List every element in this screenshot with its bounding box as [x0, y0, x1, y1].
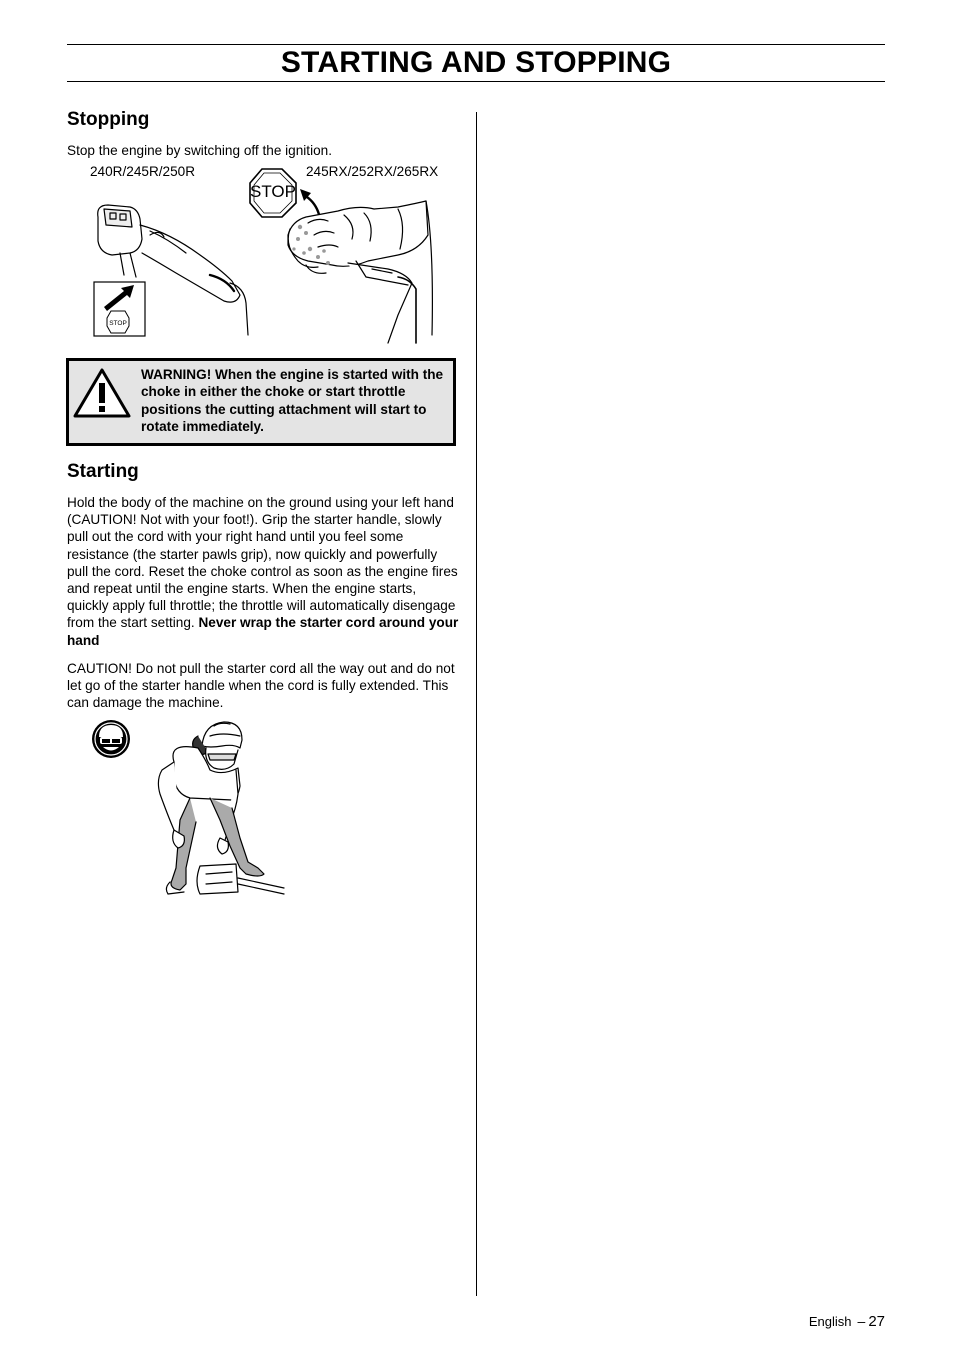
starting-paragraph-2: CAUTION! Do not pull the starter cord all the way out and do not let go of the starter handle when the cord is fully extended. This can damage the machine.	[67, 661, 455, 711]
page-footer	[809, 1312, 885, 1331]
footer-language: English	[808, 1314, 852, 1329]
hand-stop-illustration	[248, 165, 438, 345]
page-number: 27	[868, 1313, 885, 1330]
starting-paragraph-1-bold: Never wrap the starter cord around your hand	[67, 615, 459, 648]
starting-paragraph-1-text: Hold the body of the machine on the ground using your left hand (CAUTION! Not with your foot!). Grip the starter handle, slowly pull out the cord with your right hand until you feel some resistance (the starter pawls grip), now quickly and powerfully pull the cord. Reset the choke control as soon as the engine fires and repeat until the engine starts. When the engine starts, quickly apply full throttle; the throttle will automatically disengage from the start setting.	[67, 495, 458, 631]
warning-text: WARNING! When the engine is started with the choke in either the choke or start throttle positions the cutting attachment will start to rotate immediately.	[141, 367, 444, 435]
stopping-text: Stop the engine by switching off the ignition.	[67, 143, 333, 158]
page-title: STARTING AND STOPPING	[280, 46, 672, 79]
stopping-heading: Stopping	[67, 109, 150, 130]
starting-paragraph-1	[67, 494, 459, 649]
starting-person-illustration	[150, 718, 290, 898]
small-stop-label: STOP	[109, 320, 127, 327]
stop-sign-label: STOP	[250, 182, 296, 201]
model-label-left: 240R/245R/250R	[90, 164, 196, 179]
protective-equipment-icon	[90, 719, 132, 759]
footer-dash: –	[857, 1313, 866, 1329]
warning-triangle-icon	[73, 368, 131, 418]
model-label-right: 245RX/252RX/265RX	[306, 164, 439, 179]
handle-switch-illustration	[90, 195, 250, 340]
column-divider	[476, 112, 477, 1296]
warning-box	[66, 358, 456, 446]
stop-sign-icon	[250, 169, 296, 217]
header-bottom-rule	[67, 81, 885, 82]
starting-heading: Starting	[67, 461, 139, 482]
